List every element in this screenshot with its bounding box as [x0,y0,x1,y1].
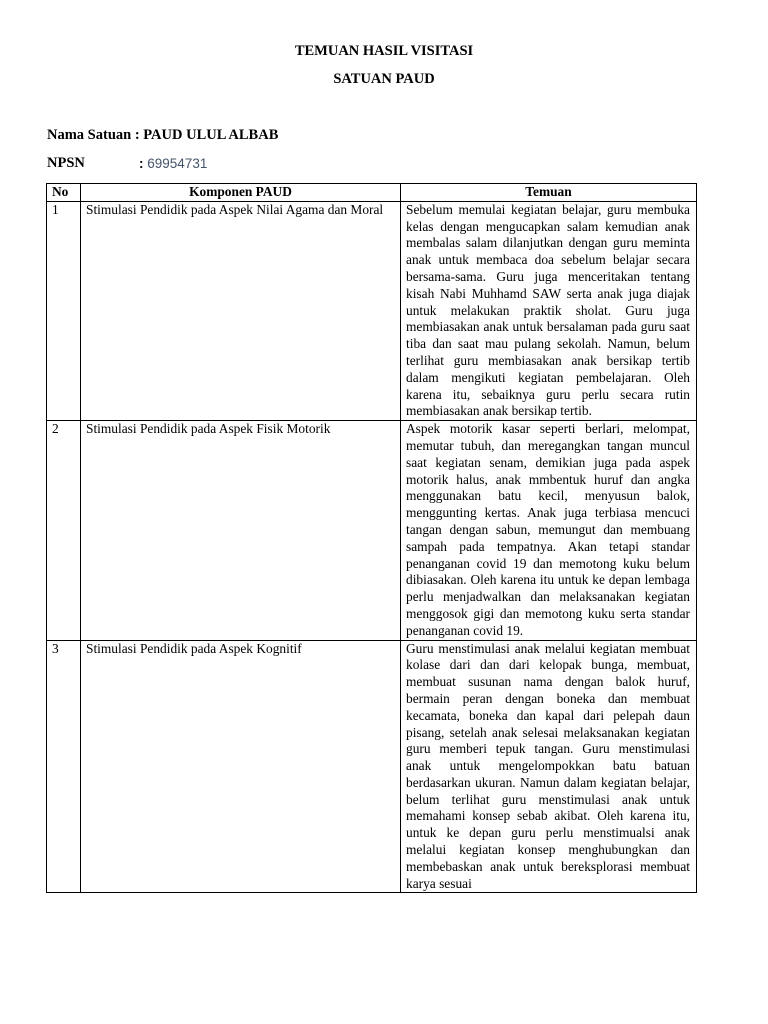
row-no: 1 [47,201,81,420]
nama-satuan: Nama Satuan : PAUD ULUL ALBAB [47,127,279,143]
document-title: TEMUAN HASIL VISITASI [294,43,474,59]
row-temuan: Aspek motorik kasar seperti berlari, melompat, memutar tubuh, dan meregangkan tangan muncul saat kegiatan senam, demikian juga pada aspek motorik halus, anak mmbentuk huruf dan angka menggunakan batu kecil, menyusun balok, menggunting kertas. Anak juga terbiasa mencuci tangan dengan sabun, memungut dan membuang sampah pada tempatnya. Akan tetapi standar penanganan covid 19 dan memotong kuku belum dibiasakan. Oleh karena itu untuk ke depan lembaga perlu menjadwalkan dan melaksanakan kegiatan menggosok gigi dan memotong kuku serta standar penanganan covid 19. [401,421,697,640]
table-row [47,201,697,420]
table-header-row [47,184,697,202]
table-row [47,421,697,640]
row-komponen: Stimulasi Pendidik pada Aspek Fisik Motorik [81,421,401,640]
header-no: No [47,184,81,202]
npsn-value-line [139,156,207,171]
npsn-value: 69954731 [147,156,208,171]
header-temuan: Temuan [401,184,697,202]
findings-table [46,183,697,893]
document-subtitle: SATUAN PAUD [333,71,435,87]
row-temuan: Guru menstimulasi anak melalui kegiatan membuat kolase dari dan dari kelopak bunga, membuat, membuat susunan nama dengan balok huruf, bermain peran dengan boneka dan membuat kecamata, boneka dan kapal dari pelepah daun pisang, setelah anak selesai melaksanakan kegiatan guru memberi tepuk tangan. Guru menstimulasi anak untuk mengelompokkan batu batuan berdasarkan ukuran. Namun dalam kegiatan belajar, belum terlihat guru menstimulasi anak untuk memahami konsep sebab akibat. Oleh karena itu, untuk ke depan guru perlu menstimualsi anak melalui kegiatan konsep menghubungkan dan membebaskan anak untuk bereksplorasi membuat karya sesuai [401,640,697,893]
table-row [47,640,697,893]
row-temuan: Sebelum memulai kegiatan belajar, guru membuka kelas dengan mengucapkan salam kemudian anak membalas salam dilanjutkan dengan guru meminta anak untuk membaca doa sebelum belajar secara bersama-sama. Guru juga menceritakan tentang kisah Nabi Muhhamd SAW serta anak juga diajak untuk melakukan praktik sholat. Guru juga membiasakan anak untuk bersalaman pada guru saat tiba dan saat mau pulang sekolah. Namun, belum terlihat guru membiasakan anak bersikap tertib dalam mengikuti kegiatan pembelajaran. Oleh karena itu, sebaiknya guru perlu secara rutin membiasakan anak bersikap tertib. [401,201,697,420]
row-komponen: Stimulasi Pendidik pada Aspek Nilai Agama dan Moral [81,201,401,420]
row-komponen: Stimulasi Pendidik pada Aspek Kognitif [81,640,401,893]
row-no: 2 [47,421,81,640]
npsn-label: NPSN [47,155,85,171]
npsn-colon: : [139,156,144,171]
header-komponen: Komponen PAUD [81,184,401,202]
row-no: 3 [47,640,81,893]
